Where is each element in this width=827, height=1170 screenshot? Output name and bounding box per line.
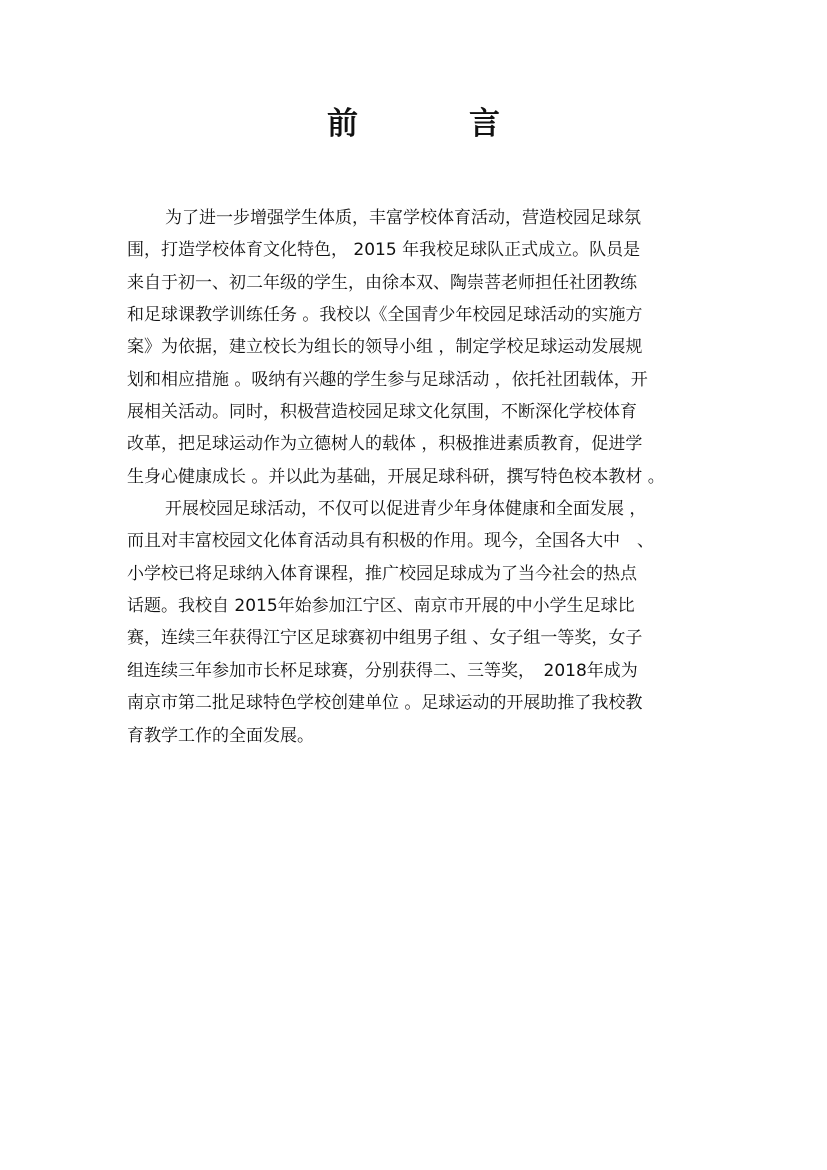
paragraph-2-line-5: 赛，连续三年获得江宁区足球赛初中组男子组 、女子组一等奖，女子 [127,628,643,649]
page-title: 前 言 [327,106,540,142]
preface-body [127,202,703,752]
paragraph-1-line-9: 生身心健康成长 。并以此为基础，开展足球科研，撰写特色校本教材 。 [127,466,665,487]
paragraph-2-line-1: 开展校园足球活动，不仅可以促进青少年身体健康和全面发展 ， [165,499,647,520]
paragraph-1-line-3: 来自于初一、初二年级的学生，由徐本双、陶崇菩老师担任社团教练 [127,272,637,293]
paragraph-2-line-8: 育教学工作的全面发展。 [127,725,314,746]
paragraph-2-line-3: 小学校已将足球纳入体育课程，推广校园足球成为了当今社会的热点 [127,563,637,584]
paragraph-2-line-4: 话题。我校自 2015年始参加江宁区、南京市开展的中小学生足球比 [127,596,635,617]
paragraph-2-line-6: 组连续三年参加市长杯足球赛，分别获得二、三等奖， 2018年成为 [127,660,638,681]
paragraph-1-line-5: 案》为依据，建立校长为组长的领导小组 ，制定学校足球运动发展规 [127,337,643,358]
paragraph-1-line-4: 和足球课教学训练任务 。我校以《全国青少年校园足球活动的实施方 [127,305,643,326]
paragraph-1-line-6: 划和相应措施 。吸纳有兴趣的学生参与足球活动 ，依托社团载体，开 [127,369,648,390]
paragraph-1-line-8: 改革，把足球运动作为立德树人的载体 ，积极推进素质教育，促进学 [127,434,643,455]
paragraph-2-line-7: 南京市第二批足球特色学校创建单位 。足球运动的开展助推了我校教 [127,693,643,714]
paragraph-1-line-7: 展相关活动。同时，积极营造校园足球文化氛围，不断深化学校体育 [127,402,637,423]
paragraph-2-line-2: 而且对丰富校园文化体育活动具有积极的作用。现今，全国各大中 、 [127,531,654,552]
paragraph-1-line-2: 围，打造学校体育文化特色， 2015 年我校足球队正式成立。队员是 [127,240,641,261]
paragraph-1-line-1: 为了进一步增强学生体质，丰富学校体育活动，营造校园足球氛 [165,208,641,228]
